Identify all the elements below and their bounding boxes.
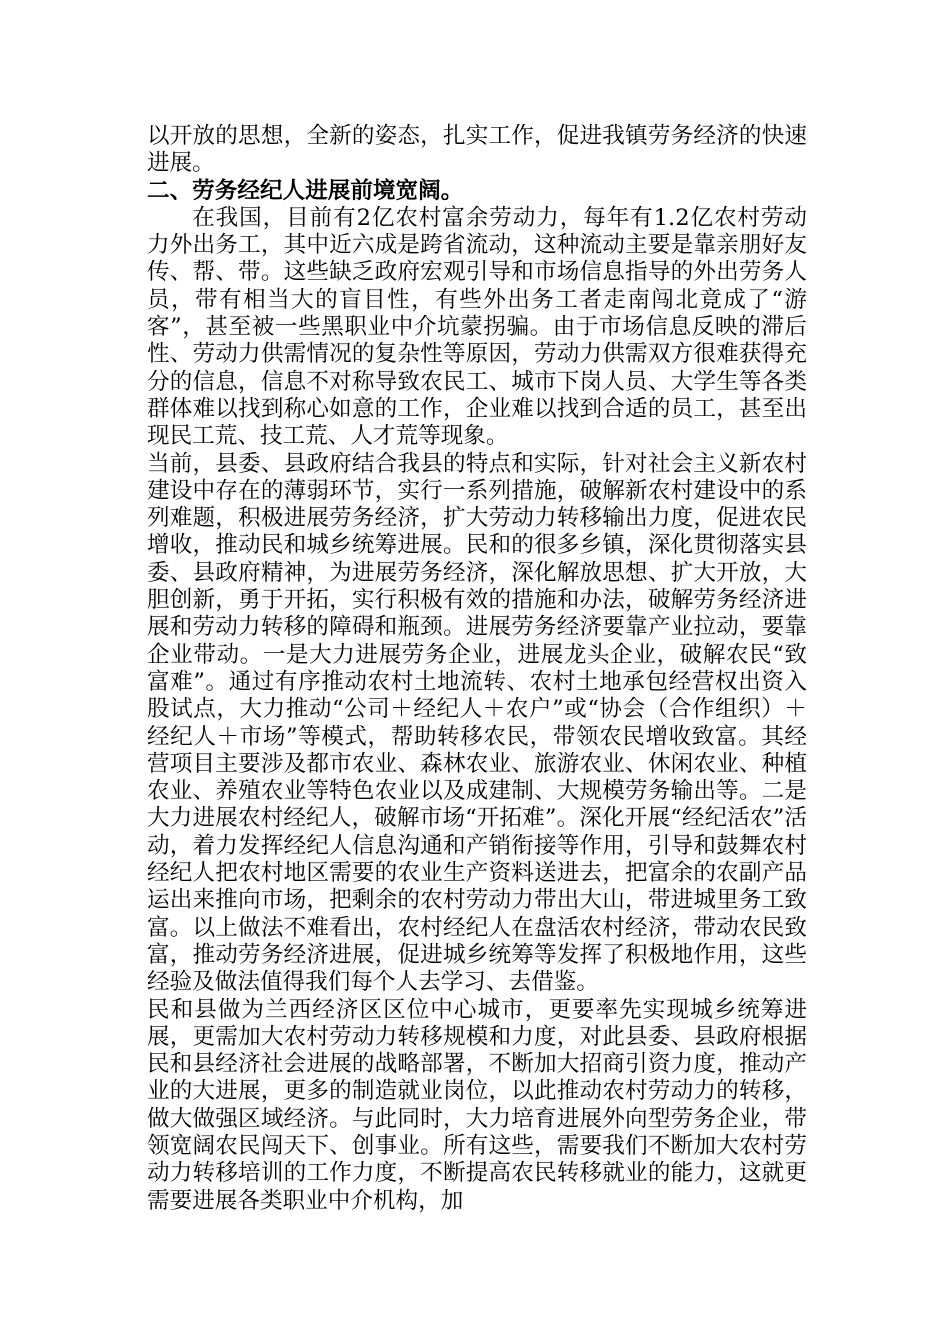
- paragraph-county-measures: 当前，县委、县政府结合我县的特点和实际，针对社会主义新农村建设中存在的薄弱环节，实行一系列措施，破解新农村建设中的系列难题，积极进展劳务经济，扩大劳动力转移输出力度，促进农民增收，推动民和城乡统筹进展。民和的很多乡镇，深化贯彻落实县委、县政府精神，为进展劳务经济，深化解放思想、扩大开放，大胆创新，勇于开拓，实行积极有效的措施和办法，破解劳务经济进展和劳动力转移的障碍和瓶颈。进展劳务经济要靠产业拉动，要靠企业带动。一是大力进展劳务企业，进展龙头企业，破解农民“致富难”。通过有序推动农村土地流转、农村土地承包经营权出资入股试点，大力推动“公司＋经纪人＋农户”或“协会（合作组织）＋经纪人＋市场”等模式，帮助转移农民，带领农民增收致富。其经营项目主要涉及都市农业、森林农业、旅游农业、休闲农业、种植农业、养殖农业等特色农业以及成建制、大规模劳务输出等。二是大力进展农村经纪人，破解市场“开拓难”。深化开展“经纪活农”活动，着力发挥经纪人信息沟通和产销衔接等作用，引导和鼓舞农村经纪人把农村地区需要的农业生产资料送进去，把富余的农副产品运出来推向市场，把剩余的农村劳动力带出大山，带进城里务工致富。以上做法不难看出，农村经纪人在盘活农村经济，带动农民致富，推动劳务经济进展，促进城乡统筹等发挥了积极地作用，这些经验及做法值得我们每个人去学习、去借鉴。: [147, 450, 807, 996]
- document-page: [147, 123, 807, 1215]
- paragraph-intro-continuation: 以开放的思想，全新的姿态，扎实工作，促进我镇劳务经济的快速进展。: [147, 123, 807, 177]
- paragraph-rural-labor: 在我国，目前有2亿农村富余劳动力，每年有1.2亿农村劳动力外出务工，其中近六成是跨省流动，这种流动主要是靠亲朋好友传、帮、带。这些缺乏政府宏观引导和市场信息指导的外出劳务人员，带有相当大的盲目性，有些外出务工者走南闯北竟成了“游客”，甚至被一些黑职业中介坑蒙拐骗。由于市场信息反映的滞后性、劳动力供需情况的复杂性等原因，劳动力供需双方很难获得充分的信息，信息不对称导致农民工、城市下岗人员、大学生等各类群体难以找到称心如意的工作，企业难以找到合适的员工，甚至出现民工荒、技工荒、人才荒等现象。: [147, 204, 807, 450]
- paragraph-minhe-county: 民和县做为兰西经济区区位中心城市，更要率先实现城乡统筹进展，更需加大农村劳动力转移规模和力度，对此县委、县政府根据民和县经济社会进展的战略部署，不断加大招商引资力度，推动产业的大进展，更多的制造就业岗位，以此推动农村劳动力的转移，做大做强区域经济。与此同时，大力培育进展外向型劳务企业，带领宽阔农民闯天下、创事业。所有这些，需要我们不断加大农村劳动力转移培训的工作力度，不断提高农民转移就业的能力，这就更需要进展各类职业中介机构，加: [147, 996, 807, 1214]
- section-heading-2: 二、劳务经纪人进展前境宽阔。: [147, 177, 464, 204]
